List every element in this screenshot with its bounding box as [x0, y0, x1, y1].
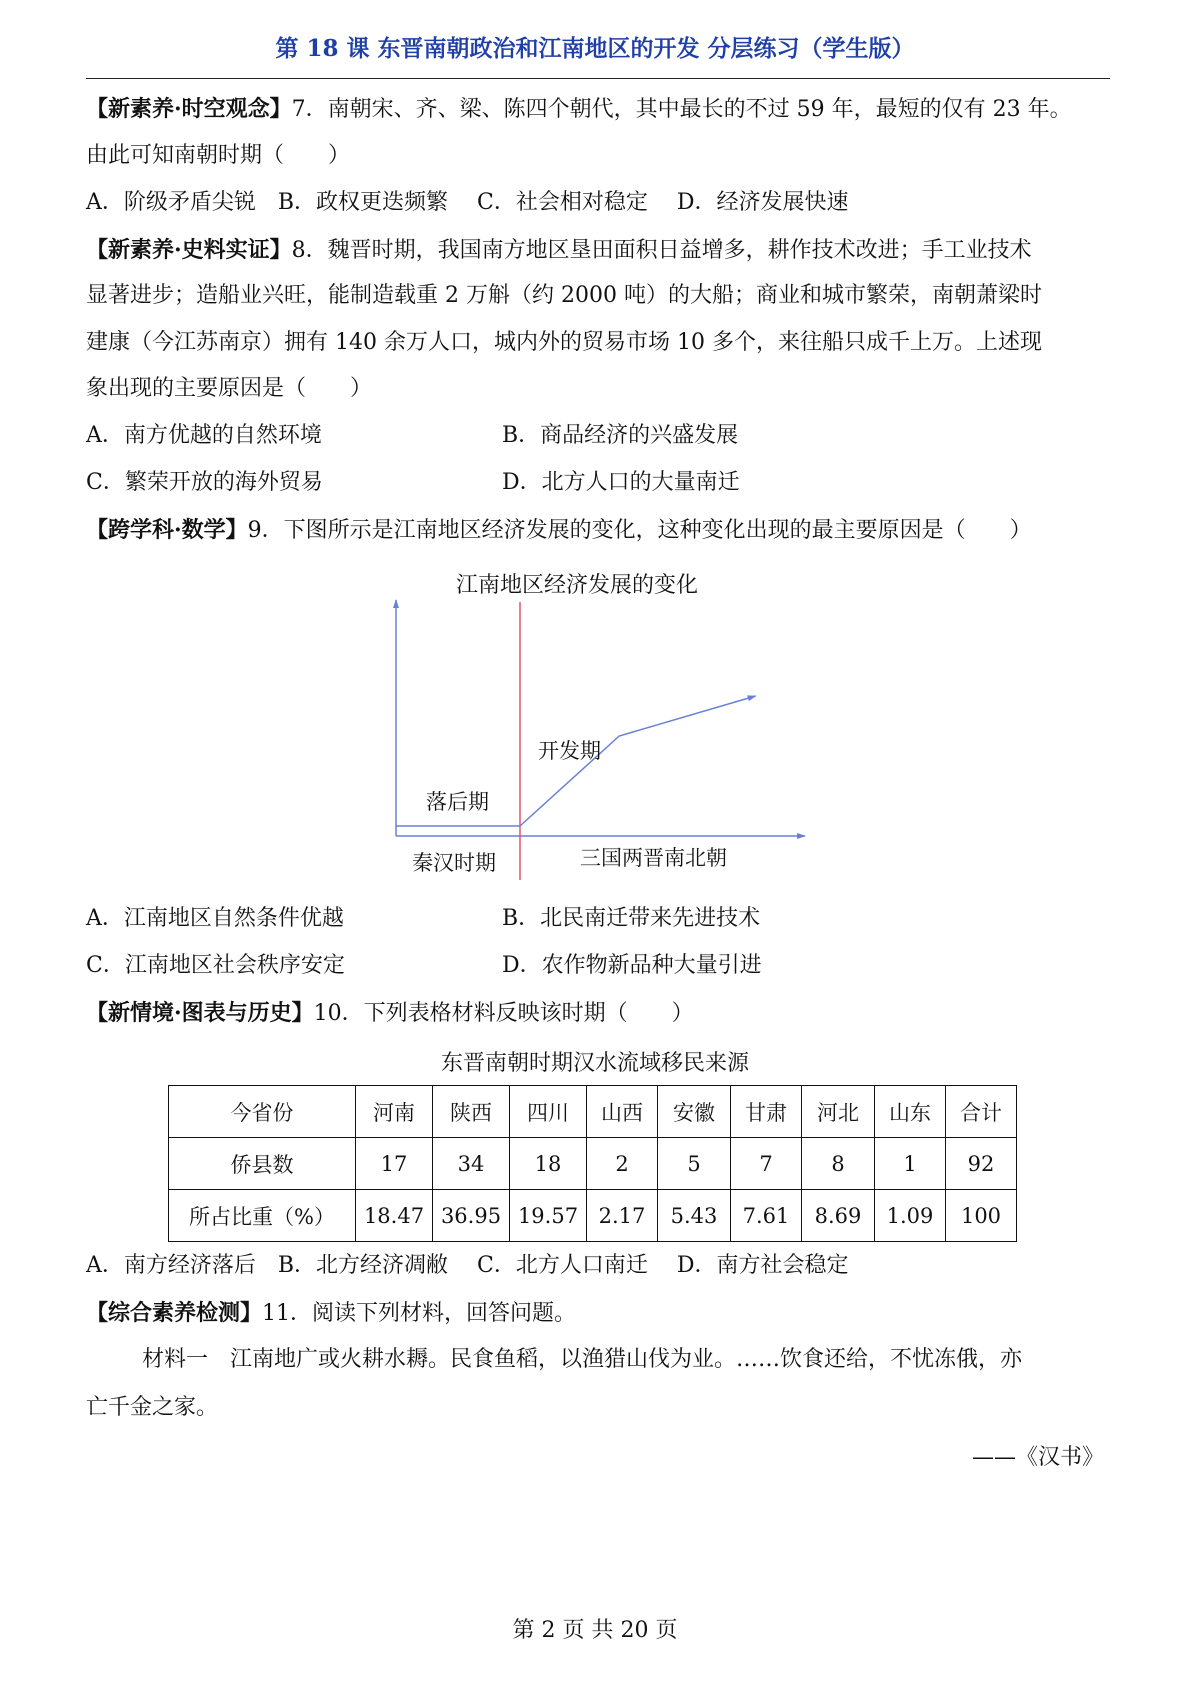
table-cell: 所占比重（%） — [169, 1190, 356, 1242]
table-cell: 7.61 — [731, 1190, 802, 1242]
table-cell: 8 — [802, 1138, 875, 1190]
table-cell: 7 — [731, 1138, 802, 1190]
annotation-development: 开发期 — [538, 739, 601, 763]
table-header-cell: 河北 — [802, 1086, 875, 1138]
table-cell: 2 — [587, 1138, 658, 1190]
table-cell: 17 — [356, 1138, 433, 1190]
page-header: 第 18 课 东晋南朝政治和江南地区的开发 分层练习（学生版） — [275, 35, 915, 62]
q10-tag: 【新情境·图表与历史】 — [86, 1000, 314, 1026]
table-cell: 1.09 — [875, 1190, 946, 1242]
q7-line1 — [86, 94, 1072, 125]
table-cell: 2.17 — [587, 1190, 658, 1242]
table-cell: 5 — [658, 1138, 731, 1190]
x-tick-sanguo: 三国两晋南北朝 — [580, 846, 727, 870]
q9-option-a: A．江南地区自然条件优越 — [86, 906, 344, 931]
q8-line1 — [86, 235, 1032, 266]
material-source: ——《汉书》 — [971, 1445, 1104, 1470]
table-cell: 100 — [946, 1190, 1017, 1242]
table-row — [169, 1190, 1017, 1242]
table-header-cell: 今省份 — [169, 1086, 356, 1138]
table-title: 东晋南朝时期汉水流域移民来源 — [440, 1051, 749, 1076]
table-header-cell: 山东 — [875, 1086, 946, 1138]
q7-line2: 由此可知南朝时期（ ） — [86, 143, 351, 168]
x-tick-qinhan: 秦汉时期 — [412, 851, 496, 875]
q7-tag: 【新素养·时空观念】 — [86, 96, 292, 122]
header-divider — [86, 78, 1110, 79]
q11-text: 11．阅读下列材料，回答问题。 — [262, 1301, 577, 1326]
q8-line3: 建康（今江苏南京）拥有 140 余万人口，城内外的贸易市场 10 多个，来往船只成千上万。上述现 — [86, 330, 1042, 355]
table-header-cell: 合计 — [946, 1086, 1017, 1138]
table-cell: 36.95 — [433, 1190, 510, 1242]
table-cell: 5.43 — [658, 1190, 731, 1242]
q11-tag: 【综合素养检测】 — [86, 1300, 263, 1326]
q8-option-b: B．商品经济的兴盛发展 — [502, 423, 739, 448]
table-cell: 34 — [433, 1138, 510, 1190]
table-cell: 18 — [510, 1138, 587, 1190]
q10-line — [86, 998, 694, 1029]
q9-tag: 【跨学科·数学】 — [86, 517, 248, 543]
table-header-cell: 安徽 — [658, 1086, 731, 1138]
table-header-cell: 四川 — [510, 1086, 587, 1138]
economy-chart — [380, 590, 820, 890]
table-cell: 18.47 — [356, 1190, 433, 1242]
q7-options: A．阶级矛盾尖锐 B．政权更迭频繁 C．社会相对稳定 D．经济发展快速 — [86, 190, 849, 215]
q8-option-d: D．北方人口的大量南迁 — [502, 470, 740, 495]
table-cell: 19.57 — [510, 1190, 587, 1242]
table-header-cell: 山西 — [587, 1086, 658, 1138]
q7-text1: 7．南朝宋、齐、梁、陈四个朝代，其中最长的不过 59 年，最短的仅有 23 年。 — [291, 97, 1072, 122]
table-header-cell: 甘肃 — [731, 1086, 802, 1138]
migration-table — [168, 1085, 1017, 1242]
table-cell: 92 — [946, 1138, 1017, 1190]
q9-line — [86, 515, 1032, 546]
q8-text1: 8．魏晋时期，我国南方地区垦田面积日益增多，耕作技术改进；手工业技术 — [291, 238, 1032, 263]
chart-title: 江南地区经济发展的变化 — [456, 573, 699, 598]
q9-option-d: D．农作物新品种大量引进 — [502, 953, 762, 978]
material-line1: 材料一 江南地广或火耕水耨。民食鱼稻，以渔猎山伐为业。……饮食还给，不忧冻俄，亦 — [142, 1347, 1023, 1372]
q8-option-c: C．繁荣开放的海外贸易 — [86, 470, 323, 495]
page-footer: 第 2 页 共 20 页 — [512, 1618, 678, 1643]
table-header-cell: 河南 — [356, 1086, 433, 1138]
q8-line4: 象出现的主要原因是（ ） — [86, 376, 373, 401]
table-cell: 8.69 — [802, 1190, 875, 1242]
table-cell: 侨县数 — [169, 1138, 356, 1190]
table-header-row — [169, 1086, 1017, 1138]
q8-tag: 【新素养·史料实证】 — [86, 237, 292, 263]
q10-options: A．南方经济落后 B．北方经济凋敝 C．北方人口南迁 D．南方社会稳定 — [86, 1253, 849, 1278]
q9-text: 9．下图所示是江南地区经济发展的变化，这种变化出现的最主要原因是（ ） — [247, 518, 1032, 543]
q9-option-c: C．江南地区社会秩序安定 — [86, 953, 345, 978]
q8-line2: 显著进步；造船业兴旺，能制造载重 2 万斛（约 2000 吨）的大船；商业和城市繁荣，南朝萧梁时 — [86, 283, 1042, 308]
annotation-backward: 落后期 — [426, 790, 489, 814]
q10-text: 10．下列表格材料反映该时期（ ） — [313, 1001, 694, 1026]
table-row — [169, 1138, 1017, 1190]
q8-option-a: A．南方优越的自然环境 — [86, 423, 322, 448]
table-header-cell: 陕西 — [433, 1086, 510, 1138]
q9-option-b: B．北民南迁带来先进技术 — [502, 906, 761, 931]
table-cell: 1 — [875, 1138, 946, 1190]
q11-line — [86, 1298, 576, 1329]
material-line2: 亡千金之家。 — [86, 1395, 219, 1420]
